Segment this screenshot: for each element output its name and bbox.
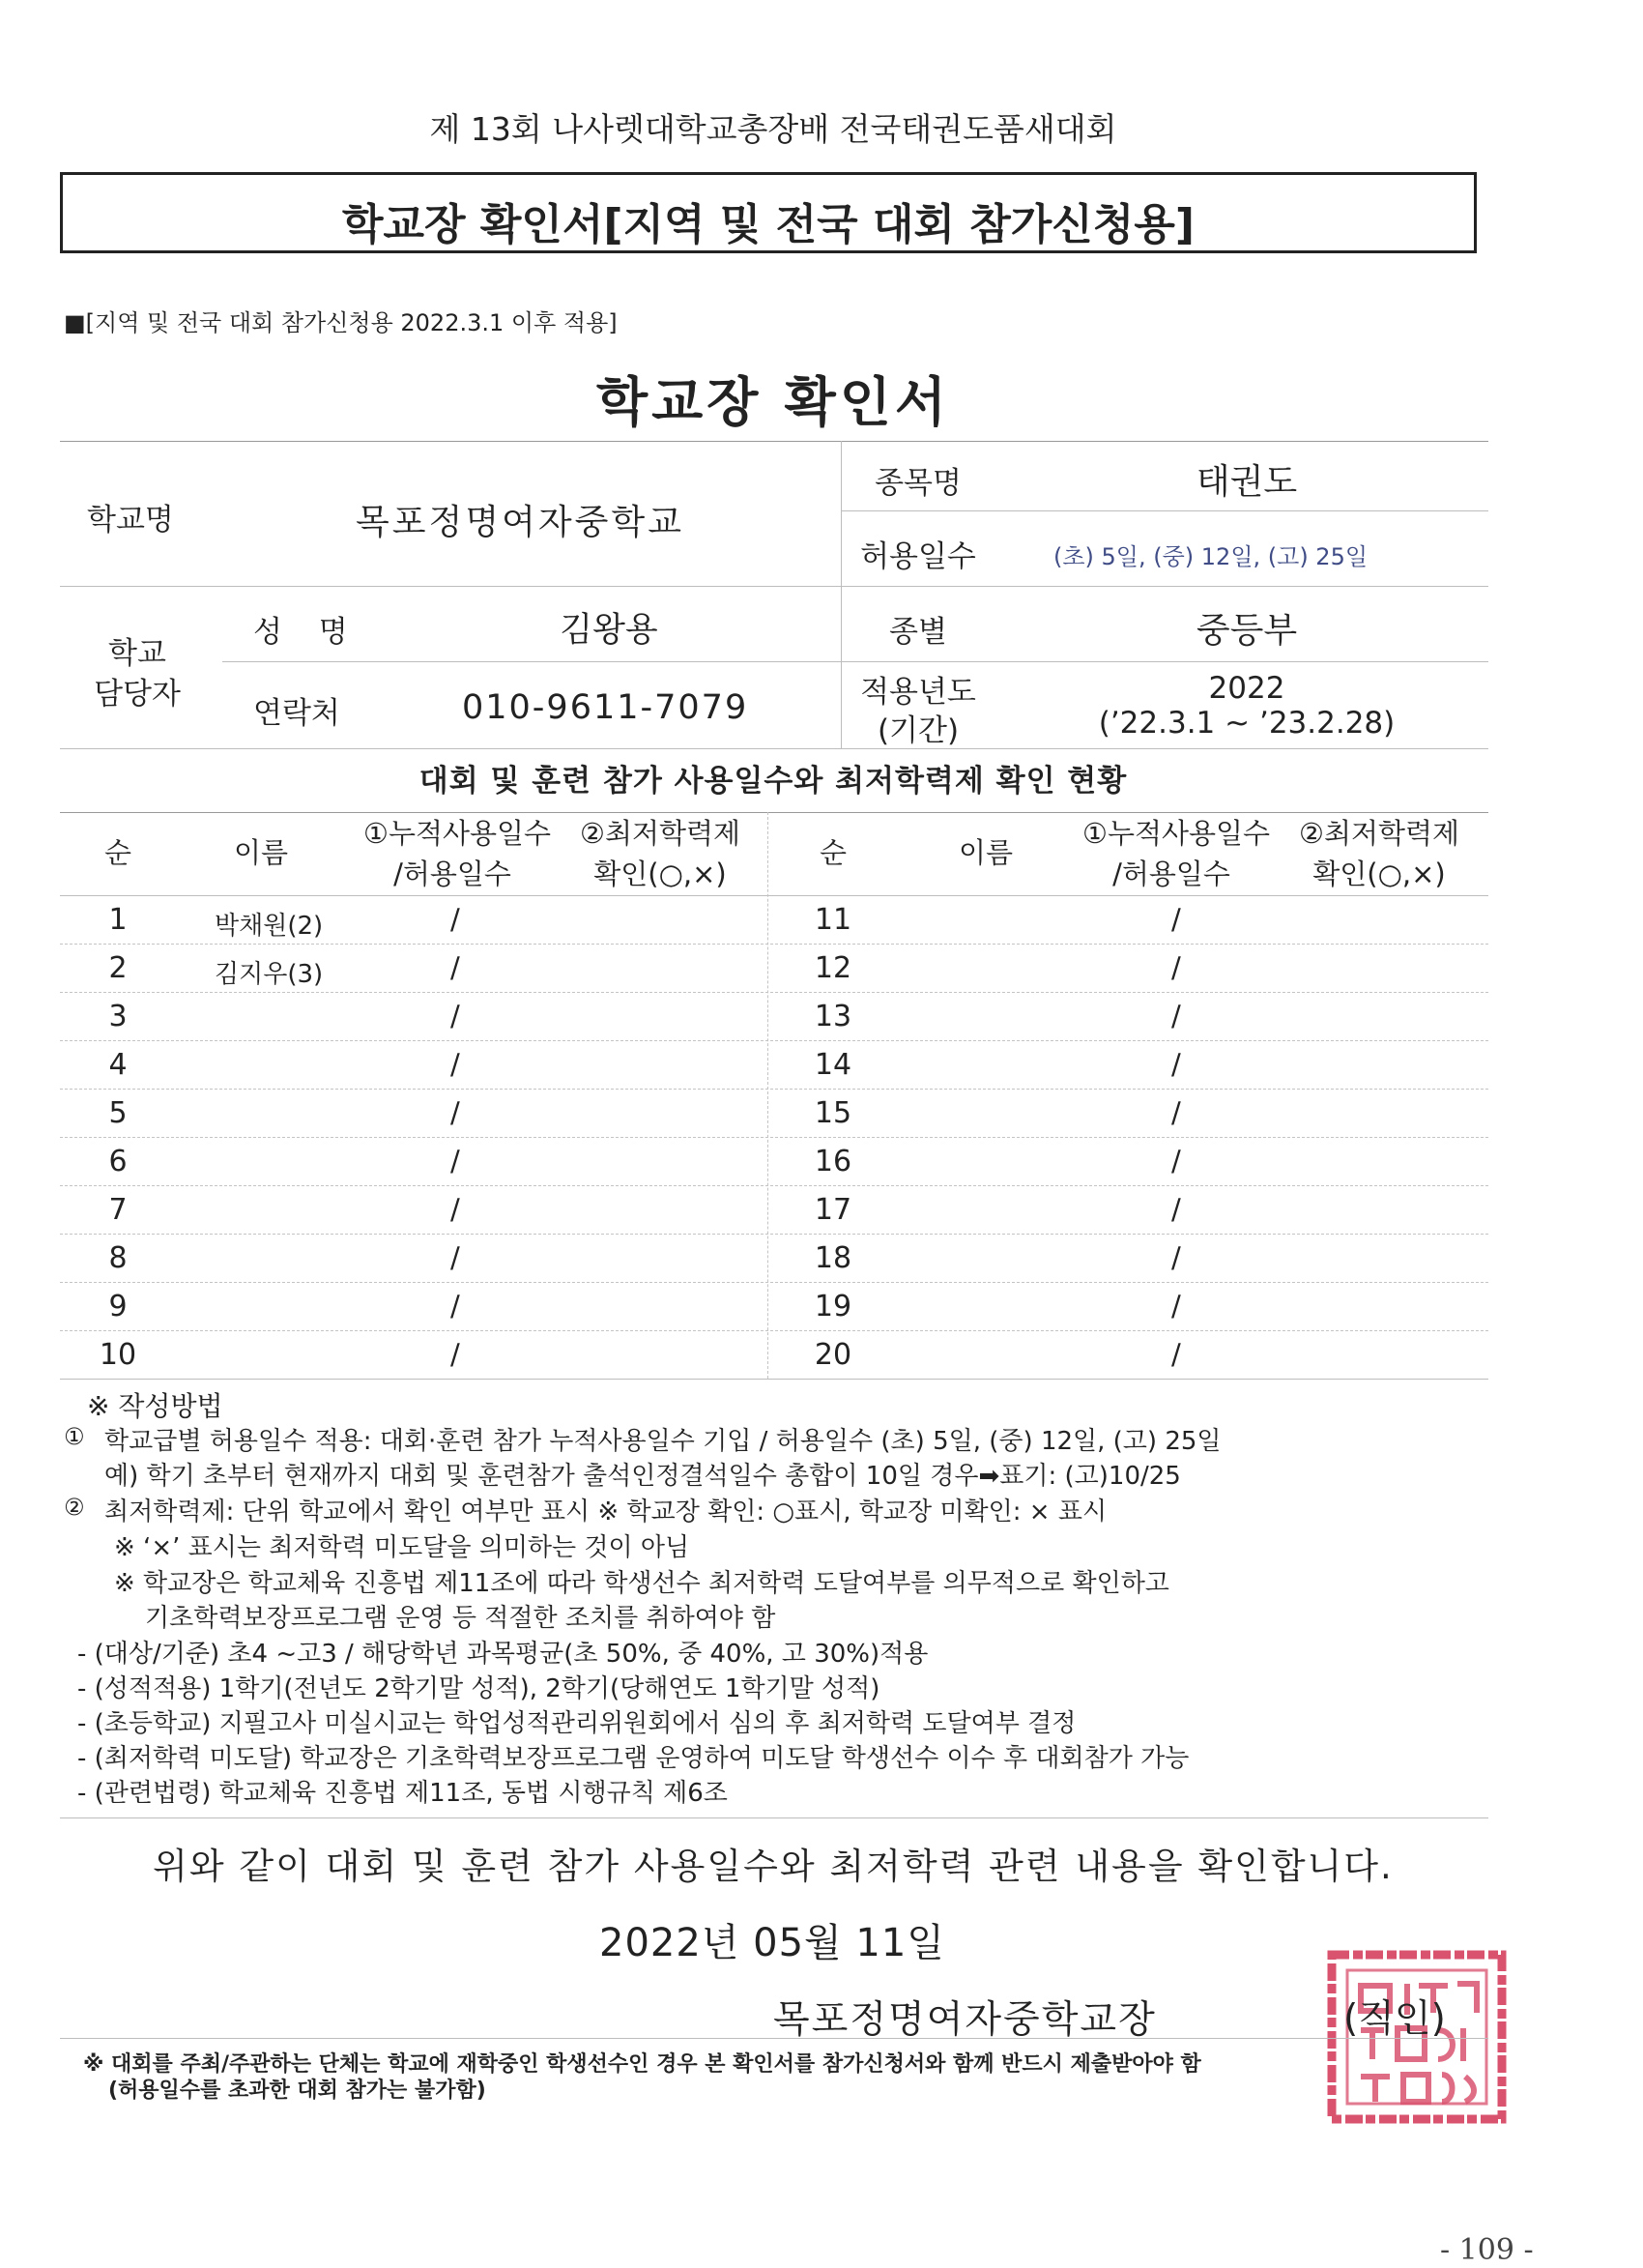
days-slash: / [1171,1000,1181,1032]
staff-label-line2: 담당자 [94,677,181,712]
days-slash: / [1171,1145,1181,1178]
instruction-line: - (최저학력 미도달) 학교장은 기초학력보장프로그램 운영하여 미도달 학생선수 이수 후 대회참가 가능 [77,1744,1190,1773]
contact-value: 010-9611-7079 [462,688,749,727]
footer-note: ※ 대회를 주최/주관하는 단체는 학교에 재학중인 학생선수인 경우 본 확인서를 참가신청서와 함께 반드시 제출받아야 함 [83,2052,1201,2077]
row-number: 20 [814,1338,852,1372]
instruction-line: 최저학력제: 단위 학교에서 확인 여부만 표시 ※ 학교장 확인: ○표시, 학교장 미확인: × 표시 [104,1497,1108,1527]
instruction-line: - (대상/기준) 초4 ~고3 / 해당학년 과목평균(초 50%, 중 40%, 고 30%)적용 [77,1640,929,1669]
header-no: 순 [103,836,131,869]
division-value: 중등부 [1196,611,1298,651]
instruction-line: - (성적적용) 1학기(전년도 2학기말 성적), 2학기(당해연도 1학기말 성적) [77,1674,880,1703]
header-days-line1: ①누적사용일수 [362,817,552,850]
instruction-line: - (초등학교) 지필고사 미실시교는 학업성적관리위원회에서 심의 후 최저학력 도달여부 결정 [77,1709,1077,1738]
table-heading: 대회 및 훈련 참가 사용일수와 최저학력제 확인 현황 [418,764,1128,799]
days-slash: / [1171,1241,1181,1274]
row-number: 12 [814,951,852,985]
row-number: 2 [108,951,128,985]
allowed-days-label: 허용일수 [860,539,976,574]
header-min-line2: 확인(○,×) [593,858,727,890]
row-number: 7 [108,1193,128,1227]
allowed-days-value: (초) 5일, (중) 12일, (고) 25일 [1053,543,1369,570]
days-slash: / [450,1290,460,1323]
days-slash: / [1171,951,1181,984]
staff-label-line1: 학교 [108,636,166,671]
document-title: 학교장 확인서[지역 및 전국 대회 참가신청용] [342,200,1195,249]
seal-label: (직인) [1343,1997,1446,2041]
days-slash: / [1171,1193,1181,1226]
event-title: 제 13회 나사렛대학교총장배 전국태권도품새대회 [429,110,1117,148]
row-number: 9 [108,1290,128,1323]
footer-note-2: (허용일수를 초과한 대회 참가는 불가함) [108,2079,486,2103]
header-min-line1: ②최저학력제 [579,817,741,850]
page-number: - 109 - [1440,2233,1534,2267]
name-value: 김왕용 [560,611,658,650]
row-number: 18 [814,1241,852,1275]
confirmation-statement: 위와 같이 대회 및 훈련 참가 사용일수와 최저학력 관련 내용을 확인합니다. [153,1846,1394,1887]
header-min-line2-right: 확인(○,×) [1312,858,1446,890]
instructions-title: ※ 작성방법 [87,1390,223,1422]
days-slash: / [450,903,460,936]
days-slash: / [450,1193,460,1226]
header-name: 이름 [233,836,289,869]
days-slash: / [450,1145,460,1178]
row-number: 1 [108,903,128,937]
row-number: 6 [108,1145,128,1178]
days-slash: / [450,1096,460,1129]
year-label-line2: (기간) [877,713,960,748]
days-slash: / [1171,1096,1181,1129]
contact-label: 연락처 [253,696,340,731]
name-label: 성 명 [253,615,348,650]
row-number: 15 [814,1096,852,1130]
header-name-right: 이름 [958,836,1014,869]
instruction-line: ※ 학교장은 학교체육 진흥법 제11조에 따라 학생선수 최저학력 도달여부를 의무적으로 확인하고 [114,1569,1169,1598]
principal-title: 목포정명여자중학교장 [773,1998,1157,2042]
school-label: 학교명 [87,503,174,538]
instruction-line: 예) 학기 초부터 현재까지 대회 및 훈련참가 출석인정결석일수 총합이 10일 경우➡표기: (고)10/25 [104,1462,1181,1491]
student-name: 박채원(2) [215,912,324,941]
row-number: 5 [108,1096,128,1130]
row-number: 19 [814,1290,852,1323]
form-heading: 학교장 확인서 [596,371,950,433]
instruction-line: ※ ‘×’ 표시는 최저학력 미도달을 의미하는 것이 아님 [114,1533,690,1562]
year-value-line2: (’22.3.1 ~ ’23.2.28) [1098,706,1396,741]
year-label-line1: 적용년도 [860,675,976,710]
instruction-line: 기초학력보장프로그램 운영 등 적절한 조치를 취하여야 함 [145,1604,776,1633]
sport-value: 태권도 [1196,462,1298,502]
year-value-line1: 2022 [1208,671,1285,706]
header-days-line2-right: /허용일수 [1112,858,1230,890]
signature-date: 2022년 05월 11일 [599,1921,945,1965]
header-days-line1-right: ①누적사용일수 [1081,817,1271,850]
division-label: 종별 [889,615,947,650]
days-slash: / [1171,1290,1181,1323]
row-number: 13 [814,1000,852,1033]
header-days-line2: /허용일수 [393,858,511,890]
days-slash: / [1171,1048,1181,1081]
header-min-line1-right: ②최저학력제 [1298,817,1460,850]
instruction-line: 학교급별 허용일수 적용: 대회·훈련 참가 누적사용일수 기입 / 허용일수 (초) 5일, (중) 12일, (고) 25일 [104,1427,1222,1456]
header-no-right: 순 [819,836,847,869]
row-number: 8 [108,1241,128,1275]
row-number: 16 [814,1145,852,1178]
days-slash: / [1171,1338,1181,1371]
days-slash: / [450,1048,460,1081]
circled-two-marker: ② [64,1494,85,1521]
row-number: 11 [814,903,852,937]
student-name: 김지우(3) [215,960,324,989]
days-slash: / [450,1000,460,1032]
days-slash: / [450,1241,460,1274]
form-note: ■[지역 및 전국 대회 참가신청용 2022.3.1 이후 적용] [64,309,618,336]
row-number: 3 [108,1000,128,1033]
days-slash: / [450,951,460,984]
circled-one-marker: ① [64,1423,85,1450]
school-value: 목포정명여자중학교 [356,503,684,542]
days-slash: / [450,1338,460,1371]
days-slash: / [1171,903,1181,936]
row-number: 17 [814,1193,852,1227]
row-number: 14 [814,1048,852,1082]
row-number: 4 [108,1048,128,1082]
row-number: 10 [99,1338,137,1372]
instruction-line: - (관련법령) 학교체육 진흥법 제11조, 동법 시행규칙 제6조 [77,1779,728,1808]
sport-label: 종목명 [875,466,962,501]
